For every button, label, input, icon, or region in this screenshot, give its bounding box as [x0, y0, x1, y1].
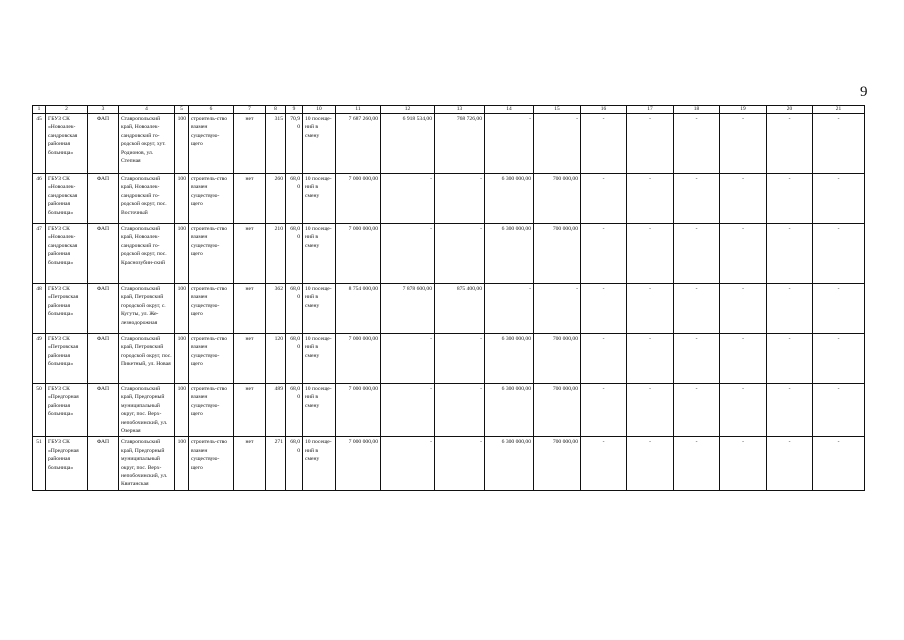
cost-col-18-cell: - — [674, 384, 720, 437]
cost-col-19-cell: - — [720, 437, 767, 490]
cost-col-17-cell: - — [627, 437, 674, 490]
row-number-cell: 46 — [33, 174, 46, 224]
visits-cell: 10 посеще-ний в смену — [303, 384, 336, 437]
cost-col-18-cell: - — [674, 334, 720, 384]
cost-col-14-cell: 6 300 000,00 — [485, 384, 534, 437]
cost-col-19-cell: - — [720, 384, 767, 437]
total-cost-cell: 8 754 000,00 — [336, 284, 381, 334]
column-number: 19 — [720, 106, 767, 114]
work-type-cell: строитель-ство взамен существую-щего — [189, 174, 234, 224]
cost-col-14-cell: 6 300 000,00 — [485, 334, 534, 384]
cost-col-21-cell: - — [813, 174, 865, 224]
cost-col-20-cell: - — [767, 437, 813, 490]
cost-col-12-cell: 7 878 600,00 — [381, 284, 435, 334]
cost-col-12-cell: - — [381, 437, 435, 490]
cost-col-15-cell: 700 000,00 — [534, 437, 581, 490]
area-cell: 68,00 — [286, 334, 303, 384]
visits-cell: 10 посеще-ний в смену — [303, 437, 336, 490]
column-number: 13 — [435, 106, 485, 114]
institution-cell: ГБУЗ СК «Предгорная районная больница» — [46, 384, 88, 437]
cost-col-21-cell: - — [813, 114, 865, 174]
table-row — [33, 384, 865, 437]
total-cost-cell: 7 000 000,00 — [336, 437, 381, 490]
cost-col-19-cell: - — [720, 114, 767, 174]
cost-col-13-cell: 875 400,00 — [435, 284, 485, 334]
address-cell: Ставропольский край, Новоалек-сандровский го-родской округ, хут. Родионов, ул. Степная — [119, 114, 175, 174]
page-number: 9 — [860, 84, 868, 100]
work-type-cell: строитель-ство взамен существую-щего — [189, 384, 234, 437]
capacity-cell: 100 — [175, 224, 189, 284]
column-number-row — [33, 106, 865, 114]
facility-type-cell: ФАП — [88, 437, 119, 490]
visits-cell: 10 посеще-ний в смену — [303, 114, 336, 174]
cost-col-21-cell: - — [813, 437, 865, 490]
institution-cell: ГБУЗ СК «Новоалек-сандровская районная больница» — [46, 114, 88, 174]
institution-cell: ГБУЗ СК «Новоалек-сандровская районная больница» — [46, 174, 88, 224]
work-type-cell: строитель-ство взамен существую-щего — [189, 114, 234, 174]
cost-col-20-cell: - — [767, 384, 813, 437]
row-number-cell: 51 — [33, 437, 46, 490]
work-type-cell: строитель-ство взамен существую-щего — [189, 437, 234, 490]
cost-col-18-cell: - — [674, 114, 720, 174]
table-row — [33, 334, 865, 384]
visits-cell: 10 посеще-ний в смену — [303, 174, 336, 224]
institution-cell: ГБУЗ СК «Предгорная районная больница» — [46, 437, 88, 490]
column-number: 10 — [303, 106, 336, 114]
area-cell: 70,90 — [286, 114, 303, 174]
column-number: 17 — [627, 106, 674, 114]
table-row — [33, 437, 865, 490]
cost-col-18-cell: - — [674, 174, 720, 224]
cost-col-13-cell: - — [435, 384, 485, 437]
area-cell: 68,00 — [286, 384, 303, 437]
cost-col-21-cell: - — [813, 384, 865, 437]
area-cell: 68,00 — [286, 224, 303, 284]
cost-col-15-cell: 700 000,00 — [534, 224, 581, 284]
data-table — [32, 105, 865, 491]
cost-col-19-cell: - — [720, 284, 767, 334]
cost-col-17-cell: - — [627, 334, 674, 384]
address-cell: Ставропольский край, Новоалек-сандровский го-родской округ, пос. Восточный — [119, 174, 175, 224]
existing-building-cell: нет — [234, 437, 266, 490]
table-row — [33, 224, 865, 284]
cost-col-14-cell: 6 300 000,00 — [485, 437, 534, 490]
facility-type-cell: ФАП — [88, 284, 119, 334]
cost-col-14-cell: - — [485, 114, 534, 174]
visits-cell: 10 посеще-ний в смену — [303, 334, 336, 384]
cost-col-20-cell: - — [767, 224, 813, 284]
cost-col-12-cell: - — [381, 224, 435, 284]
cost-col-13-cell: - — [435, 437, 485, 490]
cost-col-16-cell: - — [581, 284, 627, 334]
population-cell: 489 — [266, 384, 286, 437]
cost-col-16-cell: - — [581, 174, 627, 224]
table-row — [33, 174, 865, 224]
row-number-cell: 49 — [33, 334, 46, 384]
area-cell: 68,00 — [286, 437, 303, 490]
existing-building-cell: нет — [234, 384, 266, 437]
column-number: 20 — [767, 106, 813, 114]
cost-col-14-cell: 6 300 000,00 — [485, 224, 534, 284]
cost-col-20-cell: - — [767, 174, 813, 224]
row-number-cell: 50 — [33, 384, 46, 437]
total-cost-cell: 7 000 000,00 — [336, 334, 381, 384]
total-cost-cell: 7 000 000,00 — [336, 384, 381, 437]
population-cell: 120 — [266, 334, 286, 384]
institution-cell: ГБУЗ СК «Петровская районная больница» — [46, 284, 88, 334]
row-number-cell: 45 — [33, 114, 46, 174]
cost-col-16-cell: - — [581, 224, 627, 284]
area-cell: 68,00 — [286, 174, 303, 224]
capacity-cell: 100 — [175, 384, 189, 437]
cost-col-16-cell: - — [581, 114, 627, 174]
existing-building-cell: нет — [234, 284, 266, 334]
address-cell: Ставропольский край, Предгорный муниципальный округ, пос. Верх-непобочинский, ул. Квитанская — [119, 437, 175, 490]
cost-col-13-cell: - — [435, 334, 485, 384]
total-cost-cell: 7 000 000,00 — [336, 224, 381, 284]
column-number: 18 — [674, 106, 720, 114]
cost-col-15-cell: 700 000,00 — [534, 334, 581, 384]
capacity-cell: 100 — [175, 334, 189, 384]
capacity-cell: 100 — [175, 174, 189, 224]
visits-cell: 10 посеще-ний в смену — [303, 224, 336, 284]
visits-cell: 10 посеще-ний в смену — [303, 284, 336, 334]
cost-col-12-cell: 6 918 534,00 — [381, 114, 435, 174]
cost-col-15-cell: - — [534, 114, 581, 174]
address-cell: Ставропольский край, Предгорный муниципальный округ, пос. Верх-непобочинский, ул. Озерная — [119, 384, 175, 437]
column-number: 9 — [286, 106, 303, 114]
column-number: 14 — [485, 106, 534, 114]
total-cost-cell: 7 000 000,00 — [336, 174, 381, 224]
cost-col-21-cell: - — [813, 224, 865, 284]
column-number: 2 — [46, 106, 88, 114]
cost-col-19-cell: - — [720, 224, 767, 284]
cost-col-18-cell: - — [674, 437, 720, 490]
column-number: 7 — [234, 106, 266, 114]
population-cell: 362 — [266, 284, 286, 334]
cost-col-12-cell: - — [381, 384, 435, 437]
cost-col-13-cell: - — [435, 224, 485, 284]
column-number: 4 — [119, 106, 175, 114]
cost-col-13-cell: 768 726,00 — [435, 114, 485, 174]
institution-cell: ГБУЗ СК «Новоалек-сандровская районная больница» — [46, 224, 88, 284]
cost-col-20-cell: - — [767, 334, 813, 384]
table-row — [33, 114, 865, 174]
work-type-cell: строитель-ство взамен существую-щего — [189, 224, 234, 284]
cost-col-15-cell: 700 000,00 — [534, 174, 581, 224]
work-type-cell: строитель-ство взамен существую-щего — [189, 334, 234, 384]
facility-type-cell: ФАП — [88, 114, 119, 174]
work-type-cell: строитель-ство взамен существую-щего — [189, 284, 234, 334]
column-number: 12 — [381, 106, 435, 114]
existing-building-cell: нет — [234, 224, 266, 284]
facility-type-cell: ФАП — [88, 384, 119, 437]
cost-col-20-cell: - — [767, 284, 813, 334]
column-number: 16 — [581, 106, 627, 114]
row-number-cell: 48 — [33, 284, 46, 334]
column-number: 6 — [189, 106, 234, 114]
population-cell: 271 — [266, 437, 286, 490]
cost-col-15-cell: 700 000,00 — [534, 384, 581, 437]
facility-type-cell: ФАП — [88, 224, 119, 284]
existing-building-cell: нет — [234, 174, 266, 224]
capacity-cell: 100 — [175, 284, 189, 334]
cost-col-19-cell: - — [720, 174, 767, 224]
capacity-cell: 100 — [175, 114, 189, 174]
cost-col-17-cell: - — [627, 384, 674, 437]
population-cell: 260 — [266, 174, 286, 224]
cost-col-17-cell: - — [627, 224, 674, 284]
facility-type-cell: ФАП — [88, 334, 119, 384]
column-number: 21 — [813, 106, 865, 114]
cost-col-16-cell: - — [581, 334, 627, 384]
total-cost-cell: 7 687 260,00 — [336, 114, 381, 174]
column-number: 5 — [175, 106, 189, 114]
cost-col-17-cell: - — [627, 174, 674, 224]
cost-col-16-cell: - — [581, 437, 627, 490]
facility-type-cell: ФАП — [88, 174, 119, 224]
column-number: 15 — [534, 106, 581, 114]
address-cell: Ставропольский край, Петровский городской округ, с. Кугуты, ул. Же-лезнодорожная — [119, 284, 175, 334]
column-number: 1 — [33, 106, 46, 114]
row-number-cell: 47 — [33, 224, 46, 284]
column-number: 3 — [88, 106, 119, 114]
column-number: 8 — [266, 106, 286, 114]
table-row — [33, 284, 865, 334]
institution-cell: ГБУЗ СК «Петровская районная больница» — [46, 334, 88, 384]
column-number: 11 — [336, 106, 381, 114]
cost-col-13-cell: - — [435, 174, 485, 224]
cost-col-18-cell: - — [674, 284, 720, 334]
area-cell: 68,00 — [286, 284, 303, 334]
cost-col-16-cell: - — [581, 384, 627, 437]
address-cell: Ставропольский край, Новоалек-сандровский го-родской округ, пос. Краснозубин-ский — [119, 224, 175, 284]
cost-col-18-cell: - — [674, 224, 720, 284]
capacity-cell: 100 — [175, 437, 189, 490]
cost-col-12-cell: - — [381, 174, 435, 224]
cost-col-21-cell: - — [813, 284, 865, 334]
cost-col-17-cell: - — [627, 114, 674, 174]
cost-col-12-cell: - — [381, 334, 435, 384]
cost-col-14-cell: - — [485, 284, 534, 334]
cost-col-15-cell: - — [534, 284, 581, 334]
existing-building-cell: нет — [234, 334, 266, 384]
cost-col-17-cell: - — [627, 284, 674, 334]
cost-col-21-cell: - — [813, 334, 865, 384]
population-cell: 210 — [266, 224, 286, 284]
cost-col-20-cell: - — [767, 114, 813, 174]
cost-col-19-cell: - — [720, 334, 767, 384]
existing-building-cell: нет — [234, 114, 266, 174]
cost-col-14-cell: 6 300 000,00 — [485, 174, 534, 224]
population-cell: 315 — [266, 114, 286, 174]
address-cell: Ставропольский край, Петровский городской округ, пос. Пикетный, ул. Новая — [119, 334, 175, 384]
